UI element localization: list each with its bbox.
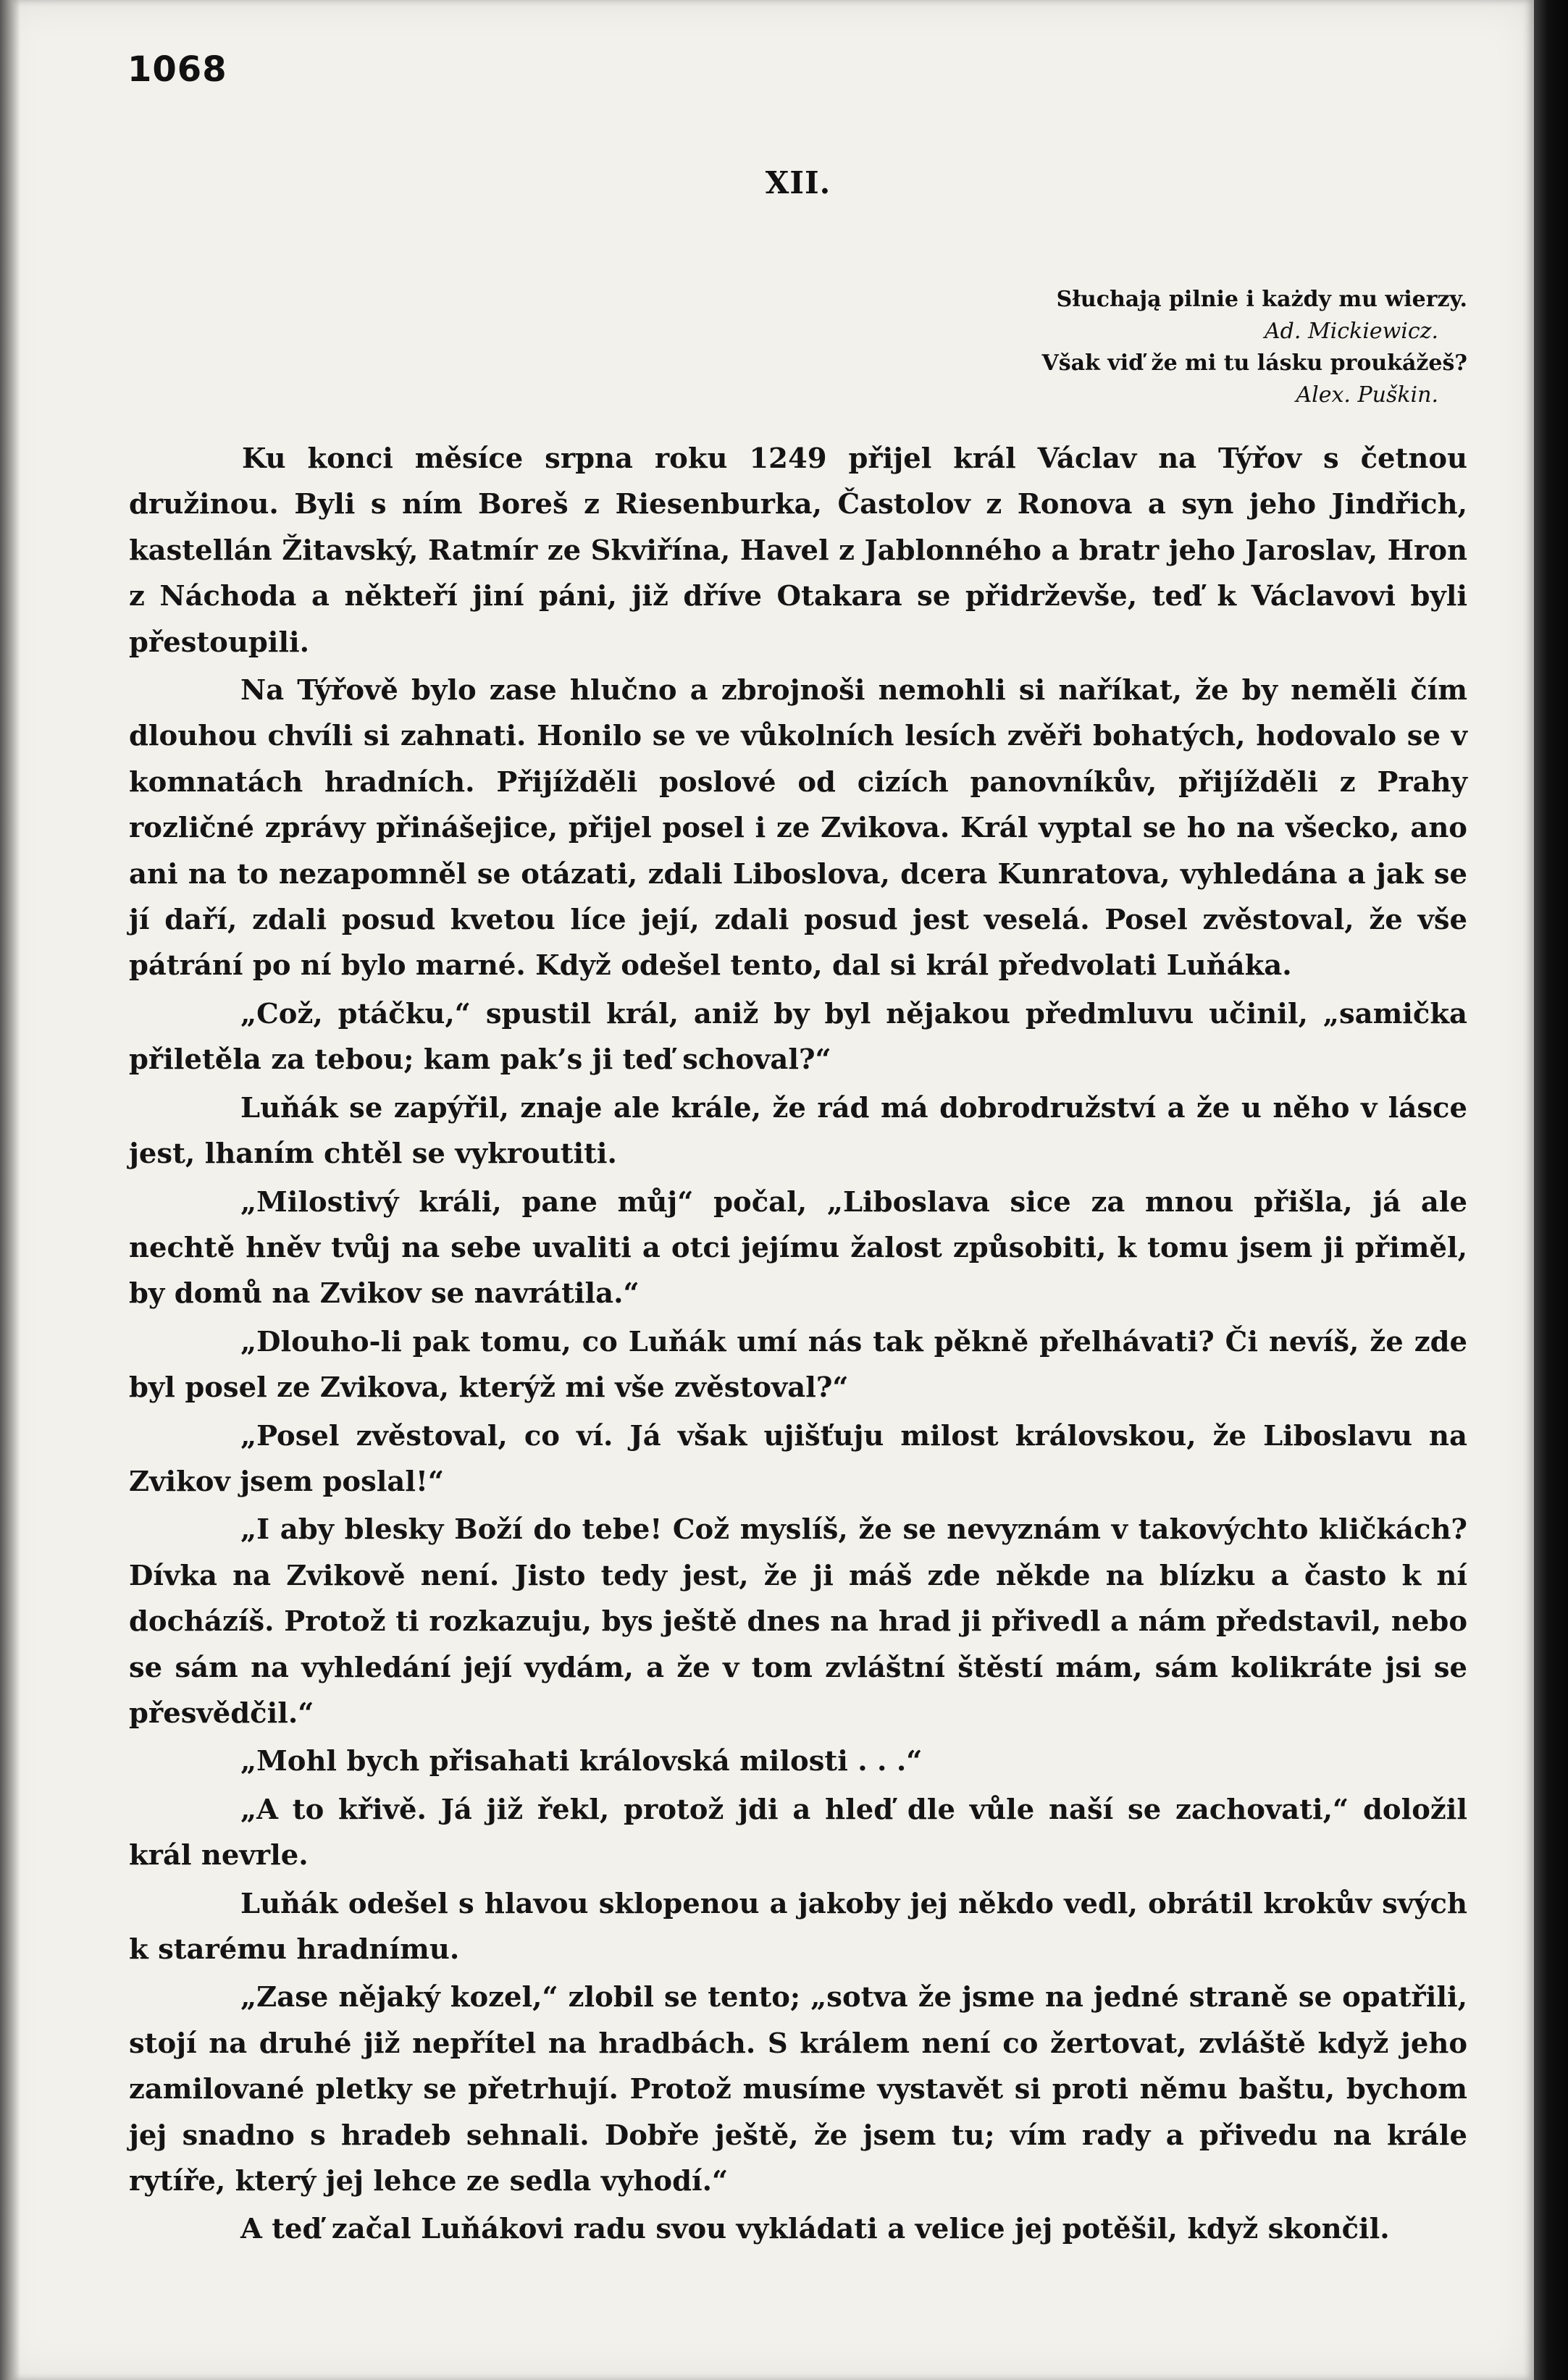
- body-text: [129, 436, 1467, 2255]
- epigraph-verse-2: Však viď že mi tu lásku proukážeš?: [1041, 350, 1467, 376]
- paragraph: Luňák se zapýřil, znaje ale krále, že rád má dobrodružství a že u něho v lásce jest, lhaním chtěl se vykroutiti.: [129, 1091, 1467, 1171]
- paragraph: „Což, ptáčku,“ spustil král, aniž by byl nějakou předmluvu učinil, „samička přiletěla za tebou; kam pak’s ji teď schoval?“: [129, 997, 1467, 1077]
- epigraph: [917, 284, 1467, 411]
- chapter-title: XII.: [765, 165, 831, 201]
- scan-border: [1534, 0, 1568, 2380]
- binding-shadow: [0, 0, 20, 2380]
- paragraph: Na Týřově bylo zase hlučno a zbrojnoši nemohli si naříkat, že by neměli čím dlouhou chvíli si zahnati. Honilo se ve vůkolních lesích zvěři bohatých, hodovalo se v komnatách hradních. Přijížděli poslové od cizích panovníkův, přijížděli z Prahy rozličné zprávy přinášejice, přijel posel i ze Zvikova. Král vyptal se ho na všecko, ano ani na to nezapomněl se otázati, zdali Liboslova, dcera Kunratova, vyhledána a jak se jí daří, zdali posud kvetou líce její, zdali posud jest veselá. Posel zvěstoval, že vše pátrání po ní bylo marné. Když odešel tento, dal si král předvolati Luňáka.: [129, 674, 1467, 983]
- epigraph-author-2: Alex. Puškin.: [1296, 382, 1438, 408]
- paragraph: „Milostivý králi, pane můj“ počal, „Liboslava sice za mnou přišla, já ale nechtě hněv tvůj na sebe uvaliti a otci jejímu žalost způsobiti, k tomu jsem ji přiměl, by domů na Zvikov se navrátila.“: [129, 1185, 1467, 1311]
- paragraph: „Mohl bych přisahati královská milosti . . .“: [240, 1745, 923, 1778]
- epigraph-author-1: Ad. Mickiewicz.: [1265, 319, 1438, 344]
- epigraph-verse-1: Słuchają pilnie i każdy mu wierzy.: [1056, 287, 1467, 312]
- paragraph: „Posel zvěstoval, co ví. Já však ujišťuju milost královskou, že Liboslavu na Zvikov jsem poslal!“: [129, 1419, 1467, 1498]
- paragraph: Luňák odešel s hlavou sklopenou a jakoby jej někdo vedl, obrátil krokův svých k starému hradnímu.: [129, 1887, 1467, 1966]
- paragraph: „Dlouho-li pak tomu, co Luňák umí nás tak pěkně přelhávati? Či nevíš, že zde byl posel ze Zvikova, kterýž mi vše zvěstoval?“: [129, 1325, 1467, 1405]
- paragraph: Ku konci měsíce srpna roku 1249 přijel král Václav na Týřov s četnou družinou. Byli s ním Boreš z Riesenburka, Častolov z Ronova a syn jeho Jindřich, kastellán Žitavský, Ratmír ze Skviřína, Havel z Jablonného a bratr jeho Jaroslav, Hron z Náchoda a někteří jiní páni, již dříve Otakara se přidrževše, teď k Václavovi byli přestoupili.: [129, 442, 1467, 659]
- paragraph: „A to křivě. Já již řekl, protož jdi a hleď dle vůle naší se zachovati,“ doložil král nevrle.: [129, 1793, 1467, 1872]
- paragraph: „I aby blesky Boží do tebe! Což myslíš, že se nevyznám v takovýchto kličkách? Dívka na Zvikově není. Jisto tedy jest, že ji máš zde někde na blízku a často k ní docházíš. Protož ti rozkazuju, bys ještě dnes na hrad ji přivedl a nám představil, nebo se sám na vyhledání její vydám, a že v tom zvláštní štěstí mám, sám kolikráte jsi se přesvědčil.“: [129, 1513, 1467, 1730]
- page-number: 1068: [127, 49, 227, 90]
- paragraph: „Zase nějaký kozel,“ zlobil se tento; „sotva že jsme na jedné straně se opatřili, stojí na druhé již nepřítel na hradbách. S králem není co žertovat, zvláště když jeho zamilované pletky se přetrhují. Protož musíme vystavět si proti němu baštu, bychom jej snadno s hradeb sehnali. Dobře ještě, že jsem tu; vím rady a přivedu na krále rytíře, který jej lehce ze sedla vyhodí.“: [129, 1981, 1467, 2198]
- paragraph: A teď začal Luňákovi radu svou vykládati a velice jej potěšil, když skončil.: [240, 2213, 1390, 2246]
